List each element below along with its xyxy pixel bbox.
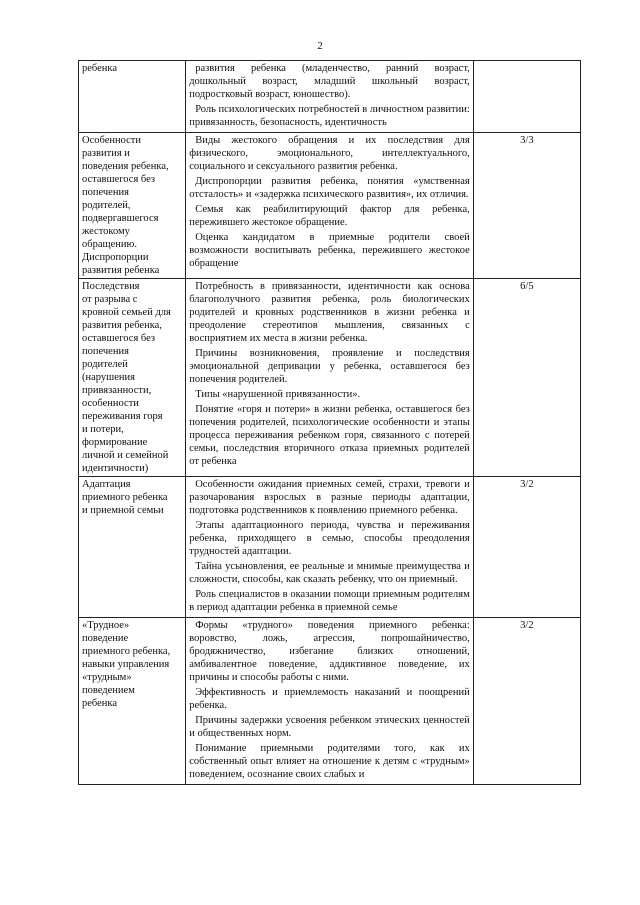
curriculum-table [78, 60, 581, 785]
content-cell [186, 61, 474, 133]
content-paragraph: Причины задержки усвоения ребенком этических ценностей и общественных норм. [189, 715, 470, 739]
topic-line: оставшегося без [82, 333, 156, 344]
topic-line: от разрыва с [82, 294, 138, 305]
content-cell [186, 618, 474, 785]
topic-line: «трудным» [82, 672, 132, 683]
topic-line: формирование [82, 437, 148, 448]
topic-line: попечения [82, 346, 129, 357]
topic-line: поведения ребенка, [82, 161, 169, 172]
topic-line: ребенка [82, 698, 117, 709]
topic-line: навыки управления [82, 659, 170, 670]
content-paragraph: Формы «трудного» поведения приемного ребенка: воровство, ложь, агрессия, попрошайничество, бродяжничество, избегание близких отношений, амбивалентное поведение, аддиктивное поведение, их причины и способы работы с ними. [189, 620, 470, 683]
topic-line: Адаптация [82, 479, 131, 490]
topic-cell [79, 61, 186, 133]
content-paragraph: Тайна усыновления, ее реальные и мнимые преимущества и сложности, способы, как сказать ребенку, что он приемный. [189, 561, 470, 585]
hours-cell: 3/2 [473, 477, 580, 618]
content-cell [186, 133, 474, 279]
topic-line: переживания горя [82, 411, 163, 422]
content-paragraph: Роль специалистов в оказании помощи приемным родителям в период адаптации ребенка в приемной семье [189, 589, 470, 613]
content-paragraph: Семья как реабилитирующий фактор для ребенка, пережившего жестокое обращение. [189, 204, 470, 228]
topic-line: «Трудное» [82, 620, 130, 631]
page-number: 2 [317, 40, 323, 52]
topic-line: особенности [82, 398, 139, 409]
topic-line: родителей [82, 359, 128, 370]
hours-cell [473, 61, 580, 133]
table-row [79, 279, 581, 477]
content-paragraph: Потребность в привязанности, идентичности как основа благополучного развития ребенка, роль биологических родителей и кровных родственников в жизни ребенка и преодоление стереотипов мышления, связанных с восприятием их места в жизни ребенка. [189, 281, 470, 344]
content-paragraph: Понятие «горя и потери» в жизни ребенка, оставшегося без попечения родителей, психологические особенности и этапы процесса переживания ребенком горя, связанного с потерей семьи, последствия вторичного отказа приемных родителей от ребенка [189, 404, 470, 467]
content-cell [186, 279, 474, 477]
table-body [79, 61, 581, 785]
topic-line: приемного ребенка, [82, 646, 171, 657]
topic-cell [79, 133, 186, 279]
topic-line: Диспропорции [82, 252, 149, 263]
topic-line: Особенности [82, 135, 141, 146]
topic-cell [79, 477, 186, 618]
table-row [79, 477, 581, 618]
topic-line: родителей, [82, 200, 131, 211]
topic-line: идентичности) [82, 463, 149, 474]
topic-line: оставшегося без [82, 174, 156, 185]
hours-cell: 3/2 [473, 618, 580, 785]
hours-cell: 3/3 [473, 133, 580, 279]
content-paragraph: Виды жестокого обращения и их последствия для физического, эмоционального, интеллектуального, социального и сексуального развития ребенка. [189, 135, 470, 172]
topic-line: обращению. [82, 239, 137, 250]
topic-line: (нарушения [82, 372, 135, 383]
content-paragraph: Причины возникновения, проявление и последствия эмоциональной депривации у ребенка, оставшегося без попечения родителей. [189, 348, 470, 385]
topic-line: Последствия [82, 281, 140, 292]
content-paragraph: Особенности ожидания приемных семей, страхи, тревоги и разочарования взрослых в разные периоды адаптации, подготовка родственников к появлению приемного ребенка. [189, 479, 470, 516]
topic-line: ребенка [82, 63, 117, 74]
hours-cell: 6/5 [473, 279, 580, 477]
content-paragraph: Типы «нарушенной привязанности». [195, 389, 361, 400]
table-row [79, 133, 581, 279]
topic-line: жестокому [82, 226, 130, 237]
topic-line: развития ребенка, [82, 320, 162, 331]
topic-line: поведение [82, 633, 129, 644]
table-row [79, 618, 581, 785]
topic-line: приемного ребенка [82, 492, 168, 503]
topic-line: попечения [82, 187, 129, 198]
topic-line: развития и [82, 148, 130, 159]
topic-cell [79, 618, 186, 785]
content-paragraph: Роль психологических потребностей в личностном развитии: привязанность, безопасность, идентичность [189, 104, 470, 128]
topic-line: и приемной семьи [82, 505, 164, 516]
topic-line: подвергавшегося [82, 213, 159, 224]
content-cell [186, 477, 474, 618]
table-row [79, 61, 581, 133]
topic-line: личной и семейной [82, 450, 169, 461]
topic-line: привязанности, [82, 385, 152, 396]
topic-line: кровной семьей для [82, 307, 171, 318]
content-paragraph: Оценка кандидатом в приемные родители своей возможности воспитывать ребенка, пережившего жестокое обращение [189, 232, 470, 269]
content-paragraph: развития ребенка (младенчество, ранний возраст, дошкольный возраст, младший школьный возраст, подростковый возраст, юношество). [189, 63, 470, 100]
topic-line: поведением [82, 685, 135, 696]
content-paragraph: Диспропорции развития ребенка, понятия «умственная отсталость» и «задержка психического развития», их отличия. [189, 176, 470, 200]
content-paragraph: Понимание приемными родителями того, как их собственный опыт влияет на отношение к детям с «трудным» поведением, осознание своих слабых и [189, 743, 470, 780]
content-paragraph: Эффективность и приемлемость наказаний и поощрений ребенка. [189, 687, 470, 711]
content-paragraph: Этапы адаптационного периода, чувства и переживания ребенка, приходящего в семью, способы преодоления трудностей адаптации. [189, 520, 470, 557]
topic-line: и потери, [82, 424, 124, 435]
topic-line: развития ребенка [82, 265, 160, 276]
topic-cell [79, 279, 186, 477]
